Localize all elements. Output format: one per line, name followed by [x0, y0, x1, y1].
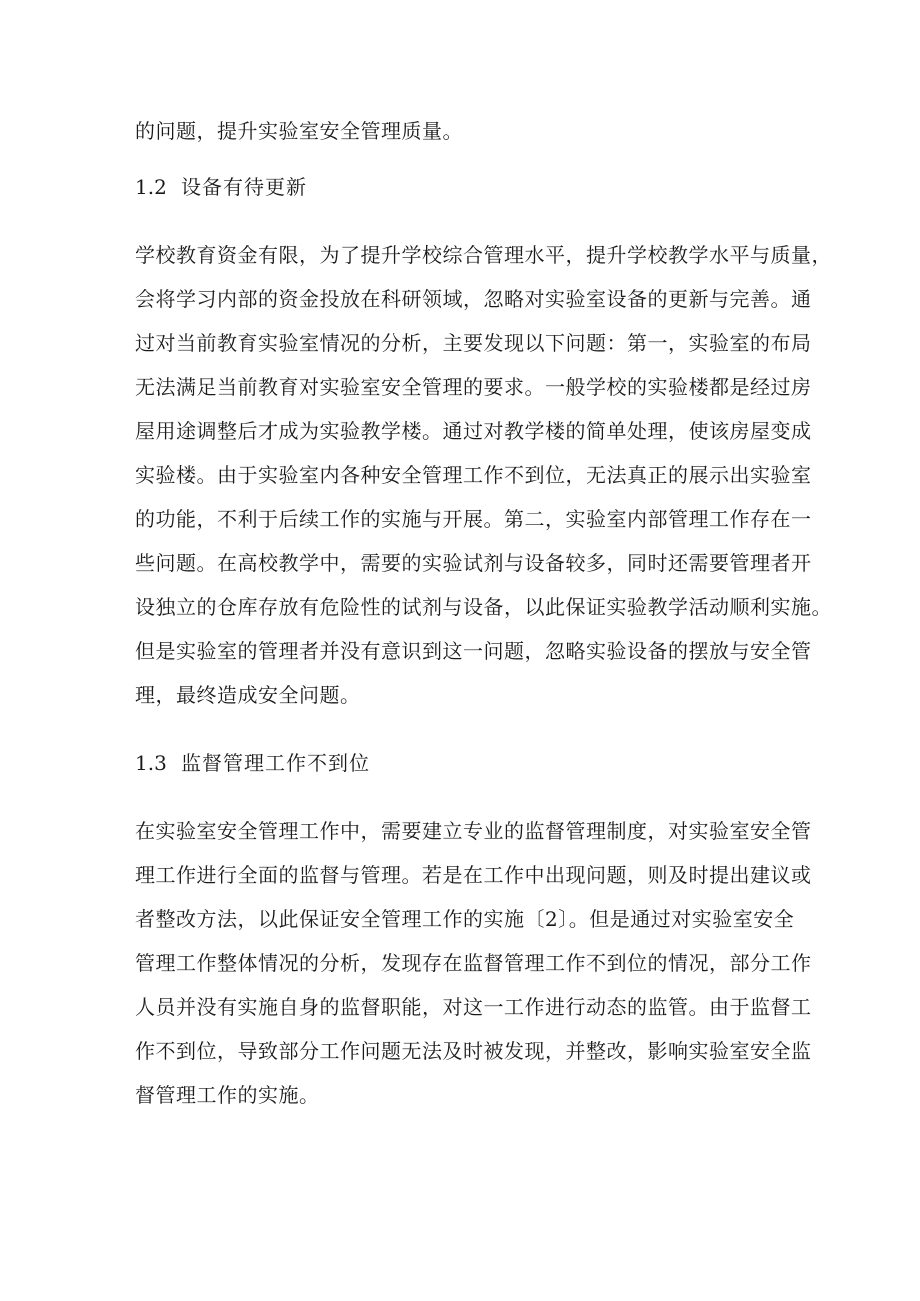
- section-heading-1-3: [135, 749, 370, 777]
- paragraph-line: 设独立的仓库存放有危险性的试剂与设备，以此保证实验教学活动顺利实施。: [135, 595, 832, 619]
- paragraph-line: 些问题。在高校教学中，需要的实验试剂与设备较多，同时还需要管理者开: [135, 551, 812, 575]
- section-number: 1.3: [135, 751, 167, 775]
- paragraph-line: 屋用途调整后才成为实验教学楼。通过对教学楼的简单处理，使该房屋变成: [135, 419, 812, 443]
- paragraph-line: 过对当前教育实验室情况的分析，主要发现以下问题：第一，实验室的布局: [135, 331, 812, 355]
- paragraph-line: 者整改方法，以此保证安全管理工作的实施〔2〕。但是通过对实验室安全: [135, 907, 795, 931]
- paragraph-line: 理，最终造成安全问题。: [135, 683, 361, 707]
- paragraph-line: 理工作进行全面的监督与管理。若是在工作中出现问题，则及时提出建议或: [135, 863, 812, 887]
- section-title: 监督管理工作不到位: [181, 751, 370, 775]
- paragraph-line: 人员并没有实施自身的监督职能，对这一工作进行动态的监管。由于监督工: [135, 995, 812, 1019]
- paragraph-line: 会将学习内部的资金投放在科研领域，忽略对实验室设备的更新与完善。通: [135, 287, 812, 311]
- paragraph-line: 在实验室安全管理工作中，需要建立专业的监督管理制度，对实验室安全管: [135, 819, 812, 843]
- section-number: 1.2: [135, 175, 167, 199]
- paragraph-line: 无法满足当前教育对实验室安全管理的要求。一般学校的实验楼都是经过房: [135, 375, 812, 399]
- paragraph-line: 管理工作整体情况的分析，发现存在监督管理工作不到位的情况，部分工作: [135, 951, 812, 975]
- paragraph-line: 但是实验室的管理者并没有意识到这一问题，忽略实验设备的摆放与安全管: [135, 639, 812, 663]
- paragraph-line: 学校教育资金有限，为了提升学校综合管理水平，提升学校教学水平与质量，: [135, 243, 832, 267]
- section-title: 设备有待更新: [181, 175, 307, 199]
- paragraph-line: 实验楼。由于实验室内各种安全管理工作不到位，无法真正的展示出实验室: [135, 463, 812, 487]
- section-heading-1-2: [135, 173, 307, 201]
- paragraph-line: 督管理工作的实施。: [135, 1083, 320, 1107]
- paragraph-line: 作不到位，导致部分工作问题无法及时被发现，并整改，影响实验室安全监: [135, 1039, 812, 1063]
- paragraph-line: 的功能，不利于后续工作的实施与开展。第二，实验室内部管理工作存在一: [135, 507, 812, 531]
- intro-line: 的问题，提升实验室安全管理质量。: [135, 119, 463, 143]
